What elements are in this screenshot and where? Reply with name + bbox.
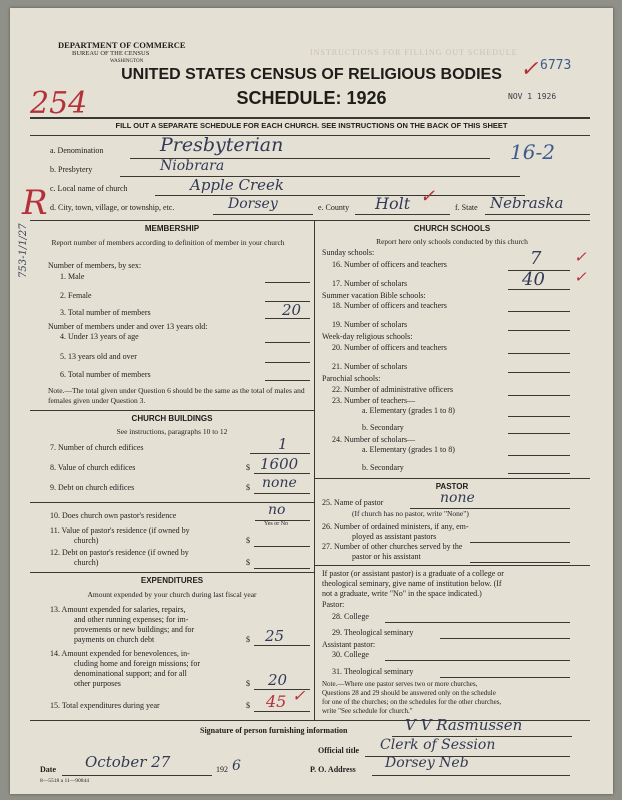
q10-residence-label: 10. Does church own pastor's residence <box>50 511 177 520</box>
q16-value: 7 <box>530 248 542 269</box>
q13-line4: payments on church debt <box>74 635 155 644</box>
schedule-title: SCHEDULE: 1926 <box>236 88 387 108</box>
county-value: Holt <box>375 194 411 213</box>
bureau-label: BUREAU OF THE CENSUS <box>72 50 150 57</box>
city-field-label: d. City, town, village, or township, etc. <box>50 203 175 212</box>
q9-debt-value: none <box>262 475 297 491</box>
q7-edifices-label: 7. Number of church edifices <box>50 443 144 452</box>
membership-note: Note.—The total given under Question 6 should be the same as the total of males and females given under Question 3. <box>48 386 305 405</box>
signature-label: Signature of person furnishing information <box>200 726 348 735</box>
q16-label: 16. Number of officers and teachers <box>332 260 447 269</box>
red-check-mark: ✓ <box>292 688 306 705</box>
local-name-label: c. Local name of church <box>50 184 128 193</box>
weekday-schools-label: Week-day religious schools: <box>322 332 413 341</box>
q14-line2: cluding home and foreign missions; for <box>74 659 200 668</box>
q9-debt-label: 9. Debt on church edifices <box>50 483 135 492</box>
q12-label-line2: church) <box>74 558 99 567</box>
q23b-label: b. Secondary <box>362 423 404 432</box>
census-schedule-sheet: INSTRUCTIONS FOR FILLING OUT SCHEDULE DEPARTMENT OF COMMERCE BUREAU OF THE CENSUS WASHINGTON 254 6773 ✓ NOV 1 1926 UNITED STATES CENSUS OF RELIGIOUS BODIES SCHEDULE: 1926 FILL OUT A SEPARATE SCHEDULE FOR EACH CHURCH. SEE INSTRUCTIONS ON THE BACK OF THIS SHEET R a. Denomination Presbyterian 16-2 b. Presbytery Niobrara c. Local name of church Apple Creek d. City, town, village, or township, etc. Dorsey e. County Holt ✓ f. State Nebraska MEMBERSHIP Report number of members according to definition of member in your church Number of members, by sex: 1. Male 2. Female 3. Total number of members 20 Number of members under and over 13 years old: 4. Under 13 years of age 5. 13 years old and over 6. Total number of members Note.—The total given under Question 6 should be the same as the total of males and females given under Question 3. 753-1/1/27 CHURCH BUILDINGS See instructions, paragraphs 10 to 12 7. Number of church edifices 1 8. Value of church edifices $ 1600 9. Debt on church edifices $ none 10. Does church own pastor's residence no Yes or No 11. Value of pastor's residence (if owned by church) $ 12. Debt on pastor's residence (if owned by church) $ EXPENDITURES Amount expended by your church during last fiscal year 13. Amount expended for salaries, repairs, and other running expenses; for im- provements or new buildings; and for payments on church debt $ 25 14. Amount expended for benevolences, in- cluding home and foreign missions; for denominational support; and for all other purposes $ 20 15. Total expenditures during year $ 45 ✓ CHURCH SCHOOLS Report here only schools conducted by this church Sunday schools: 16. Number of officers and teachers 7 ✓ 17. Number of scholars 40 ✓ Summer vacation Bible schools: 18. Number of officers and teachers 19. Number of scholars Week-day religious schools: 20. Number of officers and teachers 21. Number of scholars Parochial schools: 22. Number of administrative officers 23. Number of teachers— a. Elementary (grades 1 to 8) b. Secondary 24. Number of scholars— a. Elementary (grades 1 to 8) b. Secondary PASTOR 25. Name of pastor none (If church has no pastor, write "None") 26. Number of ordained ministers, if any, em- ployed as assistant pastors 27. Number of other churches served by the pastor or his assistant If pastor (or assistant pastor) is a graduate of a college or theological seminary, give name of institution below. (If not a graduate, write "No" in the space indicated.) Pastor: 28. College 29. Theological seminary Assistant pastor: 30. College 31. Theological seminary Note.—Where one pastor serves two or more churches, Questions 28 and 29 should be answered only on the schedule for one of the churches; on the schedules for the other churches, write "See schedule for church." Signature of person furnishing information V V Rasmussen Official title Clerk of Session Date October 27 192 6 P. O. Address Dorsey Neb 8—5518 a 11—90844 <box>10 8 613 794</box>
city-label: WASHINGTON <box>110 59 144 64</box>
q25-pastor-value: none <box>440 490 475 506</box>
q4-under-13-label: 4. Under 13 years of age <box>60 332 139 341</box>
red-check-mark: ✓ <box>520 56 539 81</box>
signature-value: V V Rasmussen <box>405 716 523 734</box>
pastor-sub-label: Pastor: <box>322 600 345 609</box>
form-number: 8—5518 a 11—90844 <box>40 778 89 784</box>
q12-label-line1: 12. Debt on pastor's residence (if owned by <box>50 548 189 557</box>
assistant-sub-label: Assistant pastor: <box>322 640 376 649</box>
red-check-mark: ✓ <box>574 250 587 266</box>
red-check-mark: ✓ <box>420 186 436 206</box>
instruction-banner: FILL OUT A SEPARATE SCHEDULE FOR EACH CHURCH. SEE INSTRUCTIONS ON THE BACK OF THIS SHEET <box>115 121 508 130</box>
q26-line1: 26. Number of ordained ministers, if any, em- <box>322 522 469 531</box>
pastor-note-line1: Note.—Where one pastor serves two or more churches, <box>322 680 478 688</box>
q14-line4: other purposes <box>74 679 121 688</box>
church-buildings-title: CHURCH BUILDINGS <box>131 414 213 423</box>
q14-value: 20 <box>268 671 288 689</box>
expenditures-title: EXPENDITURES <box>140 576 204 585</box>
q13-value: 25 <box>265 627 285 645</box>
q13-line2: and other running expenses; for im- <box>74 615 189 624</box>
q20-label: 20. Number of officers and teachers <box>332 343 447 352</box>
stamp-number: 6773 <box>540 58 572 73</box>
q28-label: 28. College <box>332 612 369 621</box>
q22-label: 22. Number of administrative officers <box>332 385 453 394</box>
q15-value: 45 <box>266 692 287 711</box>
q11-label-line1: 11. Value of pastor's residence (if owned by <box>50 526 190 535</box>
pastor-note-line2: Questions 28 and 29 should be answered only on the schedule <box>322 689 496 697</box>
denomination-code: 16-2 <box>510 140 555 164</box>
expenditures-intro: Amount expended by your church during last fiscal year <box>87 590 257 599</box>
q26-line2: ployed as assistant pastors <box>352 532 437 541</box>
q23-label: 23. Number of teachers— <box>332 396 416 405</box>
vacation-schools-label: Summer vacation Bible schools: <box>322 291 426 300</box>
q6-total-label: 6. Total number of members <box>60 370 151 379</box>
q13-line3: provements or new buildings; and for <box>74 625 195 634</box>
q11-label-line2: church) <box>74 536 99 545</box>
q15-label: 15. Total expenditures during year <box>50 701 160 710</box>
pastor-title: PASTOR <box>435 482 469 491</box>
q25-label: 25. Name of pastor <box>322 498 384 507</box>
q30-label: 30. College <box>332 650 369 659</box>
graduate-line1: If pastor (or assistant pastor) is a graduate of a college or <box>322 569 504 578</box>
po-address-label: P. O. Address <box>310 765 356 774</box>
q3-total-label: 3. Total number of members <box>60 308 151 317</box>
year-prefix: 192 <box>216 765 228 774</box>
q21-label: 21. Number of scholars <box>332 362 408 371</box>
q14-line1: 14. Amount expended for benevolences, in- <box>50 649 190 658</box>
red-check-mark: ✓ <box>574 270 587 286</box>
year-suffix: 6 <box>232 758 241 774</box>
q17-label: 17. Number of scholars <box>332 279 408 288</box>
pastor-note-line3: for one of the churches; on the schedules for the other churches, <box>322 698 502 706</box>
presbytery-label: b. Presbytery <box>50 165 93 174</box>
buildings-see-instructions: See instructions, paragraphs 10 to 12 <box>116 427 228 436</box>
q23a-label: a. Elementary (grades 1 to 8) <box>362 406 455 415</box>
denomination-label: a. Denomination <box>50 146 104 155</box>
q13-line1: 13. Amount expended for salaries, repairs, <box>50 605 186 614</box>
parochial-schools-label: Parochial schools: <box>322 374 381 383</box>
q8-value: 1600 <box>260 455 299 473</box>
local-name-value: Apple Creek <box>190 176 284 194</box>
date-label: Date <box>40 765 56 774</box>
denomination-value: Presbyterian <box>160 134 284 156</box>
q24b-label: b. Secondary <box>362 463 404 472</box>
yes-no-label: Yes or No <box>264 521 289 527</box>
q10-residence-value: no <box>268 502 286 518</box>
membership-intro: Report number of members according to definition of member in your church <box>51 238 285 247</box>
church-schools-title: CHURCH SCHOOLS <box>413 224 491 233</box>
q18-label: 18. Number of officers and teachers <box>332 301 447 310</box>
graduate-line3: not a graduate, write "No" in the space indicated.) <box>322 589 482 598</box>
department-label: DEPARTMENT OF COMMERCE <box>58 40 186 50</box>
official-title-label: Official title <box>318 746 360 755</box>
county-label: e. County <box>318 203 350 212</box>
q5-over-13-label: 5. 13 years old and over <box>60 352 137 361</box>
q7-edifices-value: 1 <box>278 435 288 453</box>
members-by-sex: Number of members, by sex: <box>48 261 142 270</box>
q8-value-label: 8. Value of church edifices <box>50 463 136 472</box>
q17-value: 40 <box>522 269 545 290</box>
received-date-stamp: NOV 1 1926 <box>508 92 557 101</box>
bleed-through-text: INSTRUCTIONS FOR FILLING OUT SCHEDULE <box>310 48 518 57</box>
date-value: October 27 <box>85 753 171 771</box>
margin-r-mark: R <box>22 183 48 223</box>
q27-line2: pastor or his assistant <box>352 552 421 561</box>
official-title-value: Clerk of Session <box>380 737 496 753</box>
sunday-schools-label: Sunday schools: <box>322 248 375 257</box>
hand-number: 254 <box>30 86 88 121</box>
po-address-value: Dorsey Neb <box>385 755 469 771</box>
q2-female-label: 2. Female <box>60 291 92 300</box>
presbytery-value: Niobrara <box>160 158 225 174</box>
q14-line3: denominational support; and for all <box>74 669 187 678</box>
q24a-label: a. Elementary (grades 1 to 8) <box>362 445 455 454</box>
schools-intro: Report here only schools conducted by this church <box>376 237 528 246</box>
pastor-note-line4: write "See schedule for church." <box>322 707 413 715</box>
q1-male-label: 1. Male <box>60 272 85 281</box>
form-title: UNITED STATES CENSUS OF RELIGIOUS BODIES <box>121 66 502 83</box>
membership-title: MEMBERSHIP <box>144 224 200 233</box>
q25-note: (If church has no pastor, write "None") <box>352 509 469 518</box>
state-value: Nebraska <box>490 194 564 212</box>
q19-label: 19. Number of scholars <box>332 320 408 329</box>
q3-total-value: 20 <box>282 301 302 319</box>
q31-label: 31. Theological seminary <box>332 667 414 676</box>
q27-line1: 27. Number of other churches served by the <box>322 542 463 551</box>
members-under-over: Number of members under and over 13 years old: <box>48 322 208 331</box>
state-label: f. State <box>455 203 478 212</box>
q29-label: 29. Theological seminary <box>332 628 414 637</box>
margin-note: 753-1/1/27 <box>18 223 29 278</box>
graduate-line2: theological seminary, give name of institution below. (If <box>322 579 502 588</box>
q24-label: 24. Number of scholars— <box>332 435 416 444</box>
city-value: Dorsey <box>228 196 278 212</box>
